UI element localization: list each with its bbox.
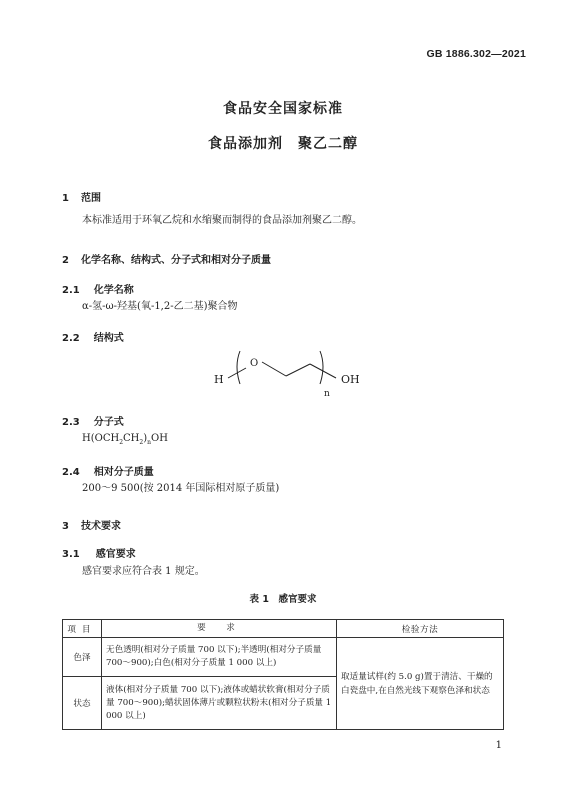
formula-h: H xyxy=(214,373,224,386)
section-2-heading xyxy=(62,248,271,267)
section-1-heading xyxy=(62,186,101,205)
column-header-requirement: 要 求 xyxy=(102,620,337,638)
row-requirement-state: 液体(相对分子质量 700 以下);液体或蜡状软膏(相对分子质量 700～900);蜡状固体薄片或颗粒状粉末(相对分子质量 1 000 以上) xyxy=(102,677,337,730)
formula-o: O xyxy=(250,358,259,369)
test-method: 取适量试样(约 5.0 g)置于清洁、干燥的白瓷盘中,在自然光线下观察色泽和状态 xyxy=(337,638,504,730)
section-title: 分子式 xyxy=(93,417,124,428)
table-header-row xyxy=(63,620,504,638)
section-2-4-heading xyxy=(62,460,154,479)
section-2-1-heading xyxy=(62,278,134,297)
formula-n: n xyxy=(324,389,330,399)
section-title: 化学名称 xyxy=(93,285,134,296)
chemical-name: α-氢-ω-羟基(氧-1,2-乙二基)聚合物 xyxy=(82,301,238,312)
section-3-heading xyxy=(62,514,121,533)
section-number: 2.3 xyxy=(62,417,80,428)
section-number: 3 xyxy=(62,521,69,532)
section-1-text: 本标准适用于环氧乙烷和水缩聚而制得的食品添加剂聚乙二醇。 xyxy=(82,215,362,226)
section-3-1-heading xyxy=(62,542,136,561)
bond-c-c xyxy=(286,364,310,376)
section-number: 1 xyxy=(62,193,69,204)
structural-formula xyxy=(200,346,380,402)
section-title: 相对分子质量 xyxy=(93,467,154,478)
sensory-requirements-table xyxy=(62,619,504,730)
bond-o-c xyxy=(262,362,286,376)
section-title: 感官要求 xyxy=(95,549,136,560)
document-subtitle: 食品添加剂 聚乙二醇 xyxy=(208,136,358,152)
section-title: 结构式 xyxy=(93,333,124,344)
column-header-item: 项目 xyxy=(63,620,102,638)
formula-oh: OH xyxy=(341,373,360,386)
molecular-formula: $H(OCH_2CH_2)_nOH$ xyxy=(82,433,168,446)
section-2-3-heading xyxy=(62,410,124,429)
section-number: 3.1 xyxy=(62,549,80,560)
section-number: 2.1 xyxy=(62,285,80,296)
column-header-method: 检验方法 xyxy=(337,620,504,638)
section-3-1-text: 感官要求应符合表 1 规定。 xyxy=(82,566,205,577)
right-bracket xyxy=(320,351,323,384)
document-title: 食品安全国家标准 xyxy=(223,101,343,117)
left-bracket xyxy=(237,351,240,384)
section-title: 技术要求 xyxy=(80,521,121,532)
row-item-state: 状态 xyxy=(63,677,102,730)
section-2-2-heading xyxy=(62,326,124,345)
table-row xyxy=(63,638,504,677)
standard-code: GB 1886.302—2021 xyxy=(426,48,526,60)
section-title: 范围 xyxy=(80,193,101,204)
page-number: 1 xyxy=(495,740,502,751)
section-title: 化学名称、结构式、分子式和相对分子质量 xyxy=(80,255,271,266)
section-number: 2.2 xyxy=(62,333,80,344)
molecular-mass: 200～9 500(按 2014 年国际相对原子质量) xyxy=(82,483,280,494)
section-number: 2 xyxy=(62,255,69,266)
row-item-color: 色泽 xyxy=(63,638,102,677)
section-number: 2.4 xyxy=(62,467,80,478)
table-caption: 表 1 感官要求 xyxy=(249,594,317,605)
row-requirement-color: 无色透明(相对分子质量 700 以下);半透明(相对分子质量 700～900);白色(相对分子质量 1 000 以上) xyxy=(102,638,337,677)
